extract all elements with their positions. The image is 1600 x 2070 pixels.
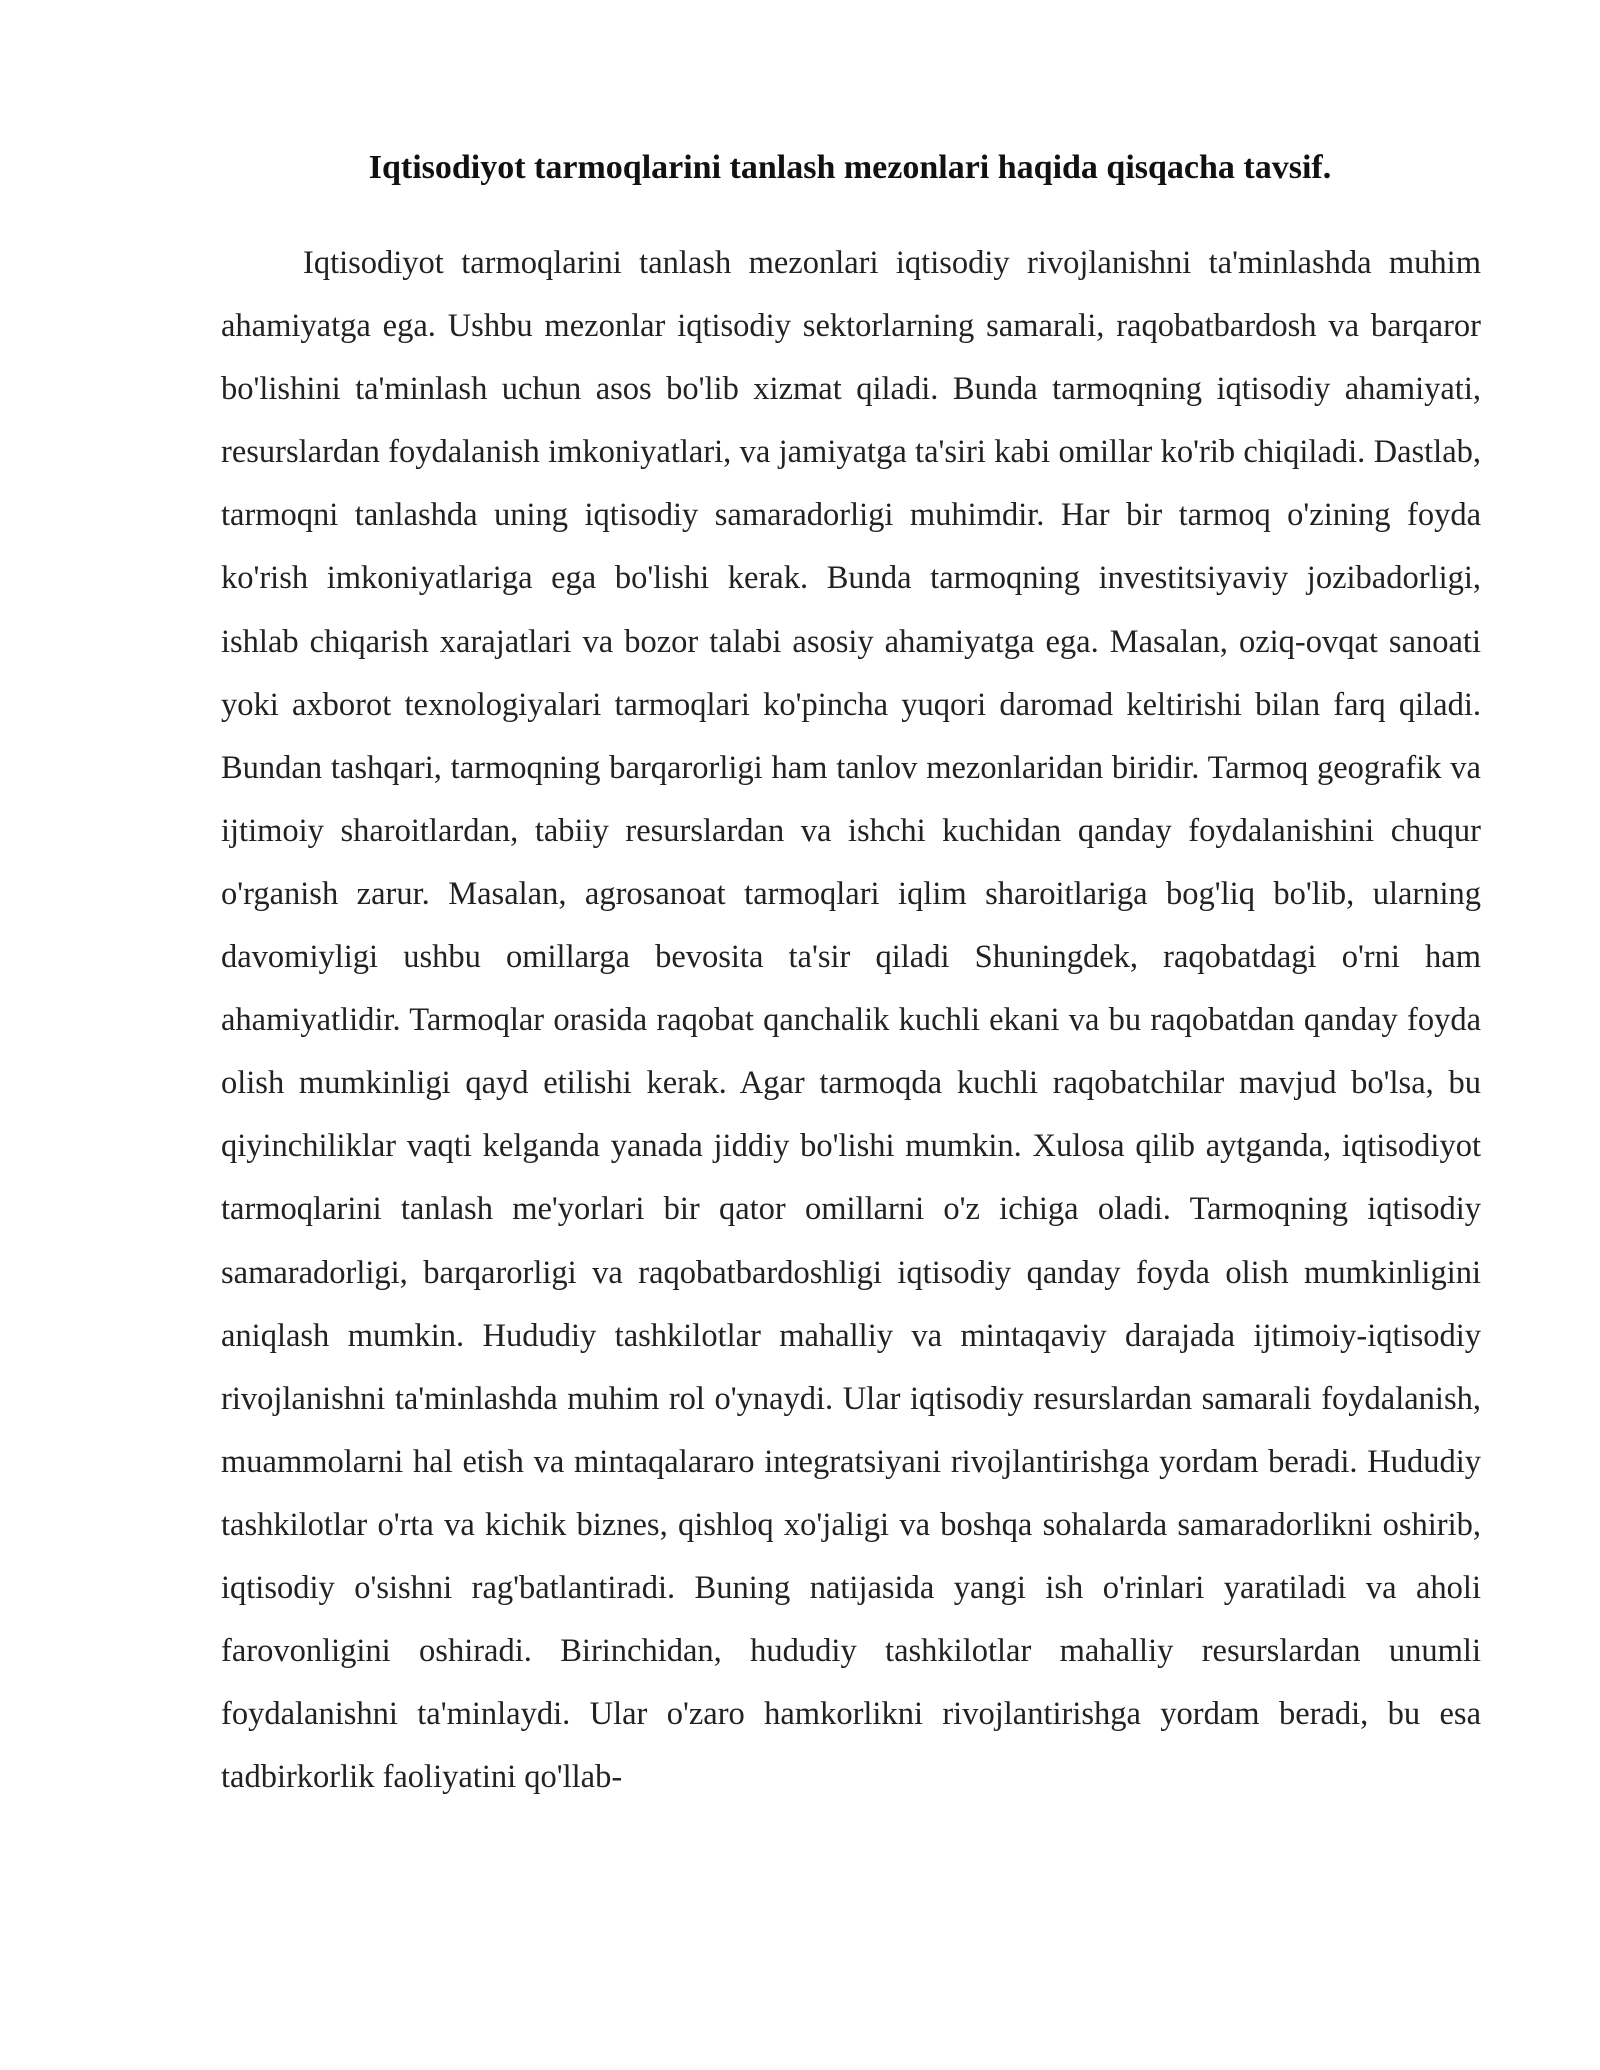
document-title: Iqtisodiyot tarmoqlarini tanlash mezonlari haqida qisqacha tavsif. [368,149,1332,186]
document-paragraph: Iqtisodiyot tarmoqlarini tanlash mezonlari iqtisodiy rivojlanishni ta'minlashda muhim ahamiyatga ega. Ushbu mezonlar iqtisodiy sektorlarning samarali, raqobatbardosh va barqaror bo'lishini ta'minlash uchun asos bo'lib xizmat qiladi. Bunda tarmoqning iqtisodiy ahamiyati, resurslardan foydalanish imkoniyatlari, va jamiyatga ta'siri kabi omillar ko'rib chiqiladi. Dastlab, tarmoqni tanlashda uning iqtisodiy samaradorligi muhimdir. Har bir tarmoq o'zining foyda ko'rish imkoniyatlariga ega bo'lishi kerak. Bunda tarmoqning investitsiyaviy jozibadorligi, ishlab chiqarish xarajatlari va bozor talabi asosiy ahamiyatga ega. Masalan, oziq-ovqat sanoati yoki axborot texnologiyalari tarmoqlari ko'pincha yuqori daromad keltirishi bilan farq qiladi. Bundan tashqari, tarmoqning barqarorligi ham tanlov mezonlaridan biridir. Tarmoq geografik va ijtimoiy sharoitlardan, tabiiy resurslardan va ishchi kuchidan qanday foydalanishini chuqur o'rganish zarur. Masalan, agrosanoat tarmoqlari iqlim sharoitlariga bog'liq bo'lib, ularning davomiyligi ushbu omillarga bevosita ta'sir qiladi Shuningdek, raqobatdagi o'rni ham ahamiyatlidir. Tarmoqlar orasida raqobat qanchalik kuchli ekani va bu raqobatdan qanday foyda olish mumkinligi qayd etilishi kerak. Agar tarmoqda kuchli raqobatchilar mavjud bo'lsa, bu qiyinchiliklar vaqti kelganda yanada jiddiy bo'lishi mumkin. Xulosa qilib aytganda, iqtisodiyot tarmoqlarini tanlash me'yorlari bir qator omillarni o'z ichiga oladi. Tarmoqning iqtisodiy samaradorligi, barqarorligi va raqobatbardoshligi iqtisodiy qanday foyda olish mumkinligini aniqlash mumkin. Hududiy tashkilotlar mahalliy va mintaqaviy darajada ijtimoiy-iqtisodiy rivojlanishni ta'minlashda muhim rol o'ynaydi. Ular iqtisodiy resurslardan samarali foydalanish, muammolarni hal etish va mintaqalararo integratsiyani rivojlantirishga yordam beradi. Hududiy tashkilotlar o'rta va kichik biznes, qishloq xo'jaligi va boshqa sohalarda samaradorlikni oshirib, iqtisodiy o'sishni rag'batlantiradi. Buning natijasida yangi ish o'rinlari yaratiladi va aholi farovonligini oshiradi. Birinchidan, hududiy tashkilotlar mahalliy resurslardan unumli foydalanishni ta'minlaydi. Ular o'zaro hamkorlikni rivojlantirishga yordam beradi, bu esa tadbirkorlik faoliyatini qo'llab- [221,245,1481,1796]
